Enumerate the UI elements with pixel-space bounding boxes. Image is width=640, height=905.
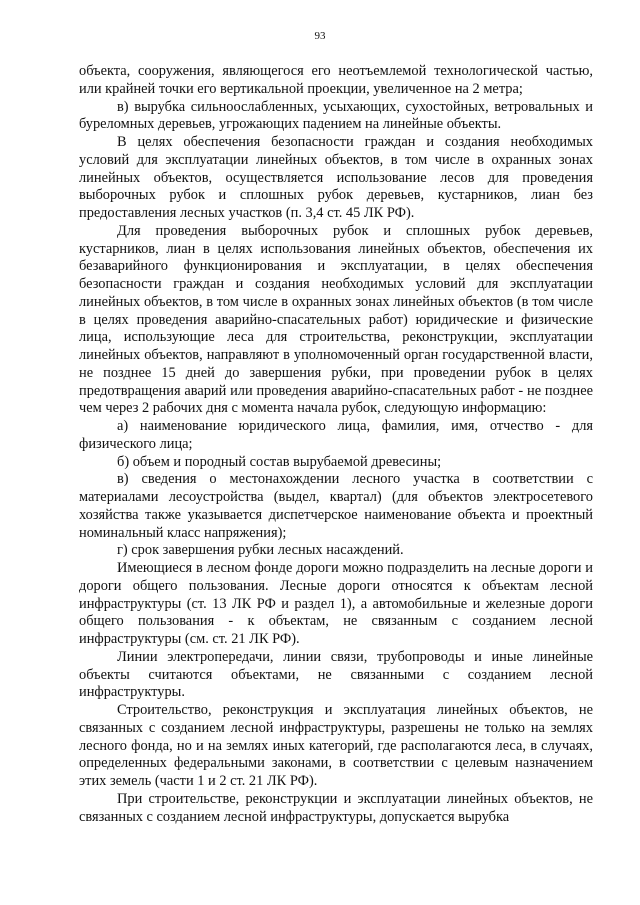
paragraph: При строительстве, реконструкции и эксплуатации линейных объектов, не связанных с созданием лесной инфраструктуры, допускается вырубка — [79, 790, 593, 825]
paragraph: Строительство, реконструкция и эксплуатация линейных объектов, не связанных с созданием лесной инфраструктуры, разрешены не только на землях лесного фонда, но и на землях иных категорий, где располагаются леса, в случаях, определенных федеральными законами, в соответствии с целевым назначением этих земель (части 1 и 2 ст. 21 ЛК РФ). — [79, 702, 593, 789]
paragraph: В целях обеспечения безопасности граждан и создания необходимых условий для эксплуатации линейных объектов, в том числе в охранных зонах линейных объектов, осуществляется использование лесов для проведения выборочных рубок и сплошных рубок деревьев, кустарников, лиан без предоставления лесных участков (п. 3,4 ст. 45 ЛК РФ). — [79, 134, 593, 221]
paragraph: г) срок завершения рубки лесных насаждений. — [117, 542, 404, 559]
text-body — [79, 63, 593, 826]
paragraph: Линии электропередачи, линии связи, трубопроводы и иные линейные объекты считаются объектами, не связанными с созданием лесной инфраструктуры. — [79, 648, 593, 701]
paragraph: Имеющиеся в лесном фонде дороги можно подразделить на лесные дороги и дороги общего пользования. Лесные дороги относятся к объектам лесной инфраструктуры (ст. 13 ЛК РФ и раздел 1), а автомобильные и железные дороги общего пользования - к объектам, не связанным с созданием лесной инфраструктуры (см. ст. 21 ЛК РФ). — [79, 560, 593, 647]
page-number: 93 — [314, 30, 326, 42]
paragraph: в) сведения о местонахождении лесного участка в соответствии с материалами лесоустройства (выдел, квартал) (для объектов электросетевого хозяйства также указывается диспетчерское наименование объекта и проектный номинальный класс напряжения); — [79, 471, 593, 541]
paragraph: а) наименование юридического лица, фамилия, имя, отчество - для физического лица; — [79, 418, 593, 452]
paragraph: в) вырубка сильноослабленных, усыхающих, сухостойных, ветровальных и буреломных деревьев, угрожающих падением на линейные объекты. — [79, 98, 593, 133]
paragraph: Для проведения выборочных рубок и сплошных рубок деревьев, кустарников, лиан в целях использования линейных объектов, обеспечения их безаварийного функционирования и эксплуатации, в целях обеспечения безопасности граждан и создания необходимых условий для эксплуатации линейных объектов, в том числе в охранных зонах линейных объектов (в том числе в целях проведения аварийно-спасательных работ) юридические и физические лица, использующие леса для строительства, реконструкции, эксплуатации линейных объектов, направляют в уполномоченный орган государственной власти, не позднее 15 дней до завершения рубки, при проведении рубок в целях предотвращения аварий или проведения аварийно-спасательных работ - не позднее чем через 2 рабочих дня с момента начала рубок, следующую информацию: — [79, 222, 593, 417]
paragraph: объекта, сооружения, являющегося его неотъемлемой технологической частью, или крайней точки его вертикальной проекции, увеличенное на 2 метра; — [79, 63, 593, 97]
paragraph: б) объем и породный состав вырубаемой древесины; — [117, 453, 442, 470]
